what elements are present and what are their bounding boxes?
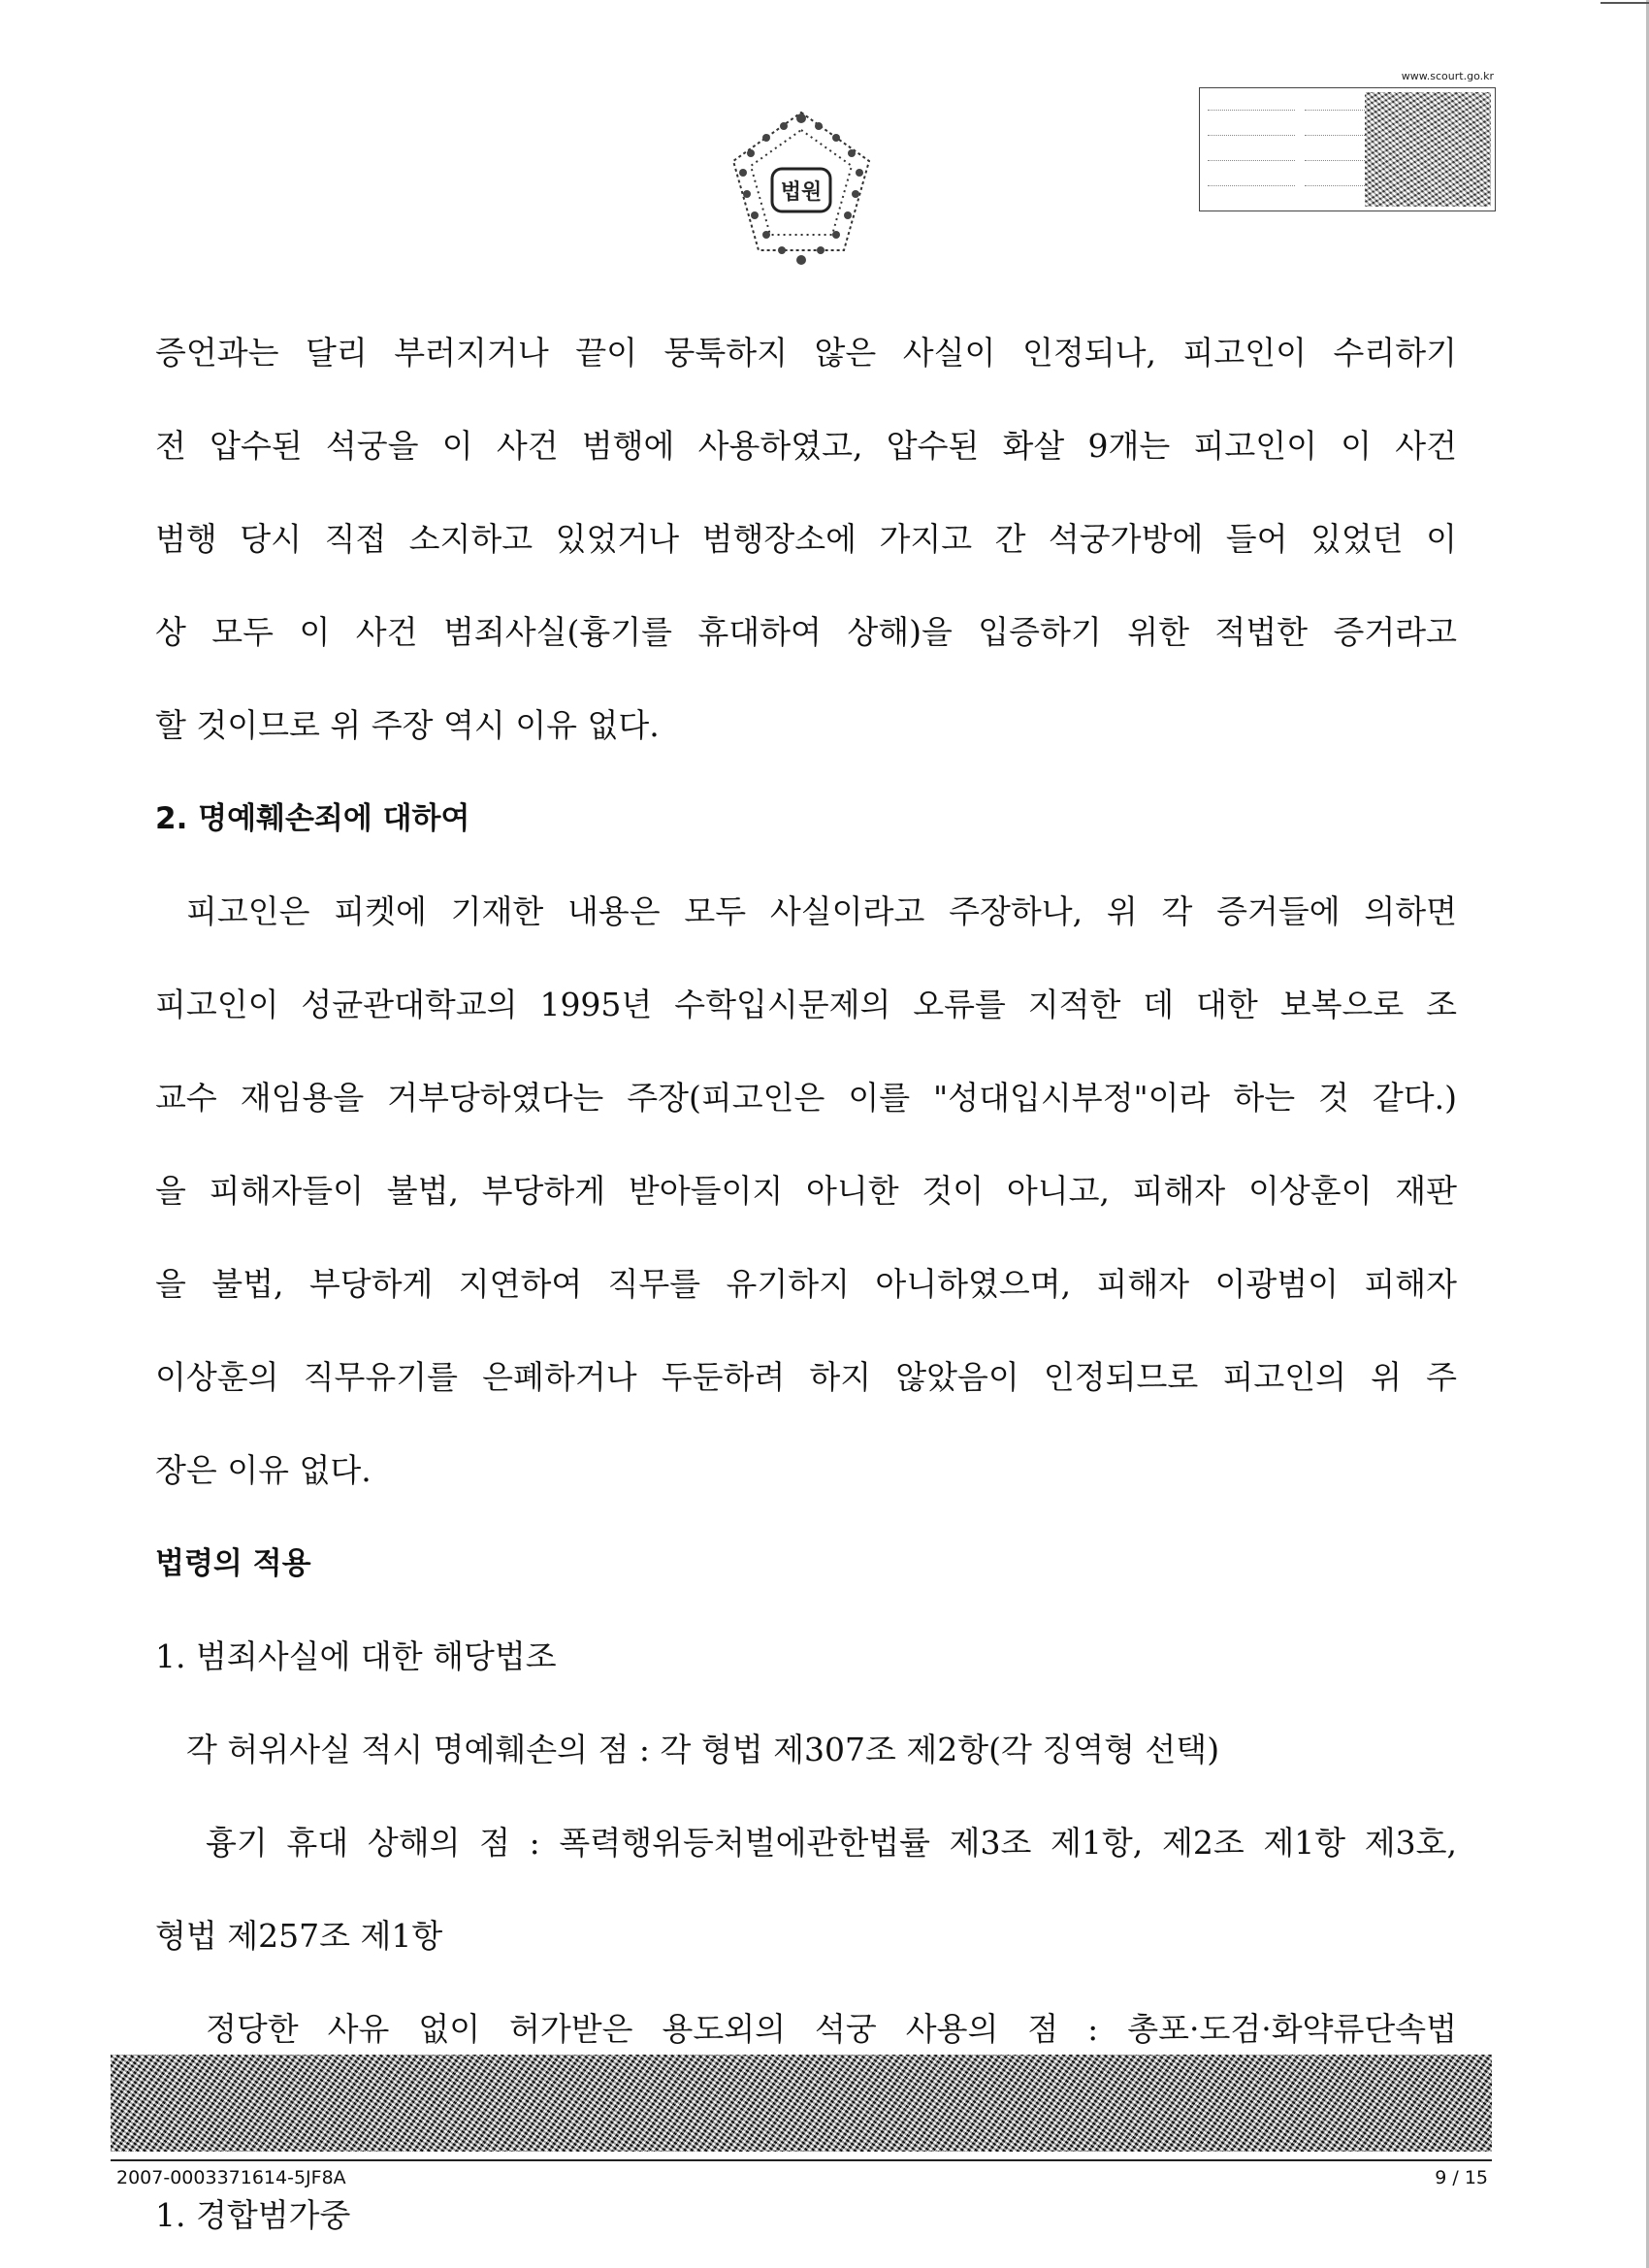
scan-mark bbox=[1600, 2, 1649, 4]
body-line: 피고인이 성균관대학교의 1995년 수학입시문제의 오류를 지적한 데 대한 보복으로 조 bbox=[155, 986, 1457, 1023]
court-emblem-icon bbox=[724, 105, 879, 275]
section-heading: 2. 명예훼손죄에 대하여 bbox=[155, 801, 470, 836]
body-line: 각 허위사실 적시 명예훼손의 점 : 각 형법 제307조 제2항(각 징역형 선택) bbox=[186, 1731, 1220, 1768]
body-line: 이상훈의 직무유기를 은폐하거나 두둔하려 하지 않았음이 인정되므로 피고인의 위 주 bbox=[155, 1358, 1457, 1396]
emblem-label: 법원 bbox=[780, 180, 823, 205]
body-line: 전 압수된 석궁을 이 사건 범행에 사용하였고, 압수된 화살 9개는 피고인이 이 사건 bbox=[155, 427, 1457, 465]
document-id: 2007-0003371614-5JF8A bbox=[116, 2167, 346, 2188]
site-url: www.scourt.go.kr bbox=[1401, 70, 1494, 82]
body-line: 교수 재임용을 거부당하였다는 주장(피고인은 이를 "성대입시부정"이라 하는 것 같다.) bbox=[155, 1079, 1457, 1117]
document-body bbox=[155, 312, 1457, 2268]
body-line: 을 불법, 부당하게 지연하여 직무를 유기하지 아니하였으며, 피해자 이광범이 피해자 bbox=[155, 1265, 1457, 1303]
body-line: 흉기 휴대 상해의 점 : 폭력행위등처벌에관한법률 제3조 제1항, 제2조 제1항 제3호, bbox=[206, 1824, 1458, 1862]
body-line: 증언과는 달리 부러지거나 끝이 뭉툭하지 않은 사실이 인정되나, 피고인이 수리하기 bbox=[155, 334, 1457, 372]
body-line: 형법 제257조 제1항 bbox=[155, 1917, 443, 1955]
body-line: 장은 이유 없다. bbox=[155, 1451, 372, 1489]
list-item: 1. 범죄사실에 대한 해당법조 bbox=[155, 1637, 557, 1675]
footer-barcode bbox=[111, 2055, 1492, 2152]
document-header-box bbox=[1199, 87, 1496, 211]
footer-divider bbox=[111, 2159, 1492, 2161]
body-line: 을 피해자들이 불법, 부당하게 받아들이지 아니한 것이 아니고, 피해자 이상훈이 재판 bbox=[155, 1172, 1457, 1210]
section-heading: 법령의 적용 bbox=[155, 1546, 311, 1581]
body-line: 피고인은 피켓에 기재한 내용은 모두 사실이라고 주장하나, 위 각 증거들에 의하면 bbox=[186, 892, 1457, 930]
body-line: 할 것이므로 위 주장 역시 이유 없다. bbox=[155, 706, 660, 744]
header-barcode bbox=[1365, 92, 1491, 207]
body-line: 범행 당시 직접 소지하고 있었거나 범행장소에 가지고 간 석궁가방에 들어 있었던 이 bbox=[155, 520, 1457, 558]
list-item: 1. 경합범가중 bbox=[155, 2196, 351, 2234]
body-line: 정당한 사유 없이 허가받은 용도외의 석궁 사용의 점 : 총포·도검·화약류단속법 bbox=[206, 2010, 1457, 2048]
page-number: 9 / 15 bbox=[1435, 2167, 1488, 2188]
body-line: 상 모두 이 사건 범죄사실(흉기를 휴대하여 상해)을 입증하기 위한 적법한 증거라고 bbox=[155, 613, 1457, 651]
